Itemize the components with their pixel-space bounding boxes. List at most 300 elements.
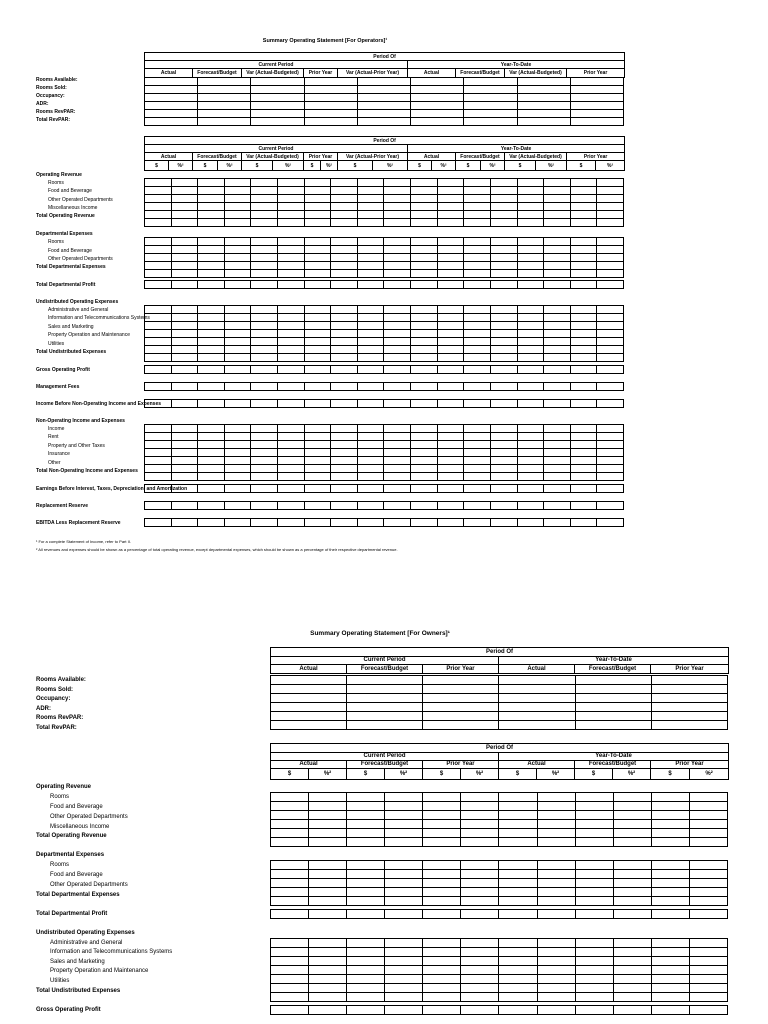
grid-cell — [464, 465, 491, 473]
grid-cell — [278, 383, 305, 391]
owners-main-header — [270, 743, 729, 780]
dollar-unit: $ — [499, 769, 537, 780]
current-period-label: Current Period — [271, 753, 499, 761]
grid-cell — [689, 939, 727, 948]
grid-cell — [347, 975, 385, 984]
col-header: Var (Actual-Prior Year) — [338, 69, 408, 78]
grid-cell — [437, 465, 464, 473]
grid-cell — [689, 811, 727, 820]
grid-cell — [357, 330, 384, 338]
grid-cell — [461, 829, 499, 838]
line-item: Property and Other Taxes — [48, 443, 105, 449]
grid-cell — [411, 354, 438, 362]
grid-cell — [423, 703, 499, 712]
grid-cell — [464, 187, 491, 195]
grid-cell — [331, 219, 358, 227]
grid-cell — [437, 457, 464, 465]
grid-cell — [490, 254, 517, 262]
grid-cell — [384, 330, 411, 338]
col-header: Forecast/Budget — [575, 665, 651, 674]
grid-row — [271, 694, 728, 703]
grid-cell — [499, 676, 575, 685]
stat-label: Rooms RevPAR: — [36, 109, 76, 115]
grid-cell — [278, 187, 305, 195]
grid-cell — [145, 383, 172, 391]
grid-cell — [613, 820, 651, 829]
grid-cell — [224, 338, 251, 346]
grid-cell — [271, 820, 309, 829]
grid-cell — [357, 502, 384, 510]
grid-cell — [464, 94, 517, 102]
grid-cell — [575, 870, 613, 879]
line-item: Information and Telecommunications Systems — [50, 949, 173, 955]
grid-cell — [171, 473, 198, 481]
grid-cell — [575, 802, 613, 811]
grid-cell — [651, 861, 689, 870]
grid-cell — [411, 338, 438, 346]
grid-cell — [251, 519, 278, 527]
grid-cell — [385, 1006, 423, 1015]
percent-unit: %² — [309, 769, 347, 780]
grid-cell — [357, 354, 384, 362]
grid-row — [145, 306, 624, 314]
grid-cell — [613, 966, 651, 975]
grid-cell — [423, 1006, 461, 1015]
grid-cell — [309, 793, 347, 802]
line-item: Food and Beverage — [50, 804, 103, 810]
grid-cell — [689, 879, 727, 888]
grid-cell — [651, 1006, 689, 1015]
grid-cell — [517, 465, 544, 473]
line-item: Other Operated Departments — [48, 256, 113, 262]
grid-cell — [597, 441, 624, 449]
grid-cell — [464, 519, 491, 527]
grid-cell — [517, 346, 544, 354]
section-heading: Departmental Expenses — [36, 231, 93, 237]
grid-cell — [689, 975, 727, 984]
grid-cell — [570, 94, 623, 102]
grid-row — [271, 676, 728, 685]
grid-cell — [651, 685, 727, 694]
grid-cell — [304, 465, 331, 473]
grid-cell — [490, 465, 517, 473]
grid-cell — [517, 441, 544, 449]
grid-cell — [575, 984, 613, 993]
grid-cell — [461, 811, 499, 820]
percent-unit: %² — [461, 769, 499, 780]
col-header: Prior Year — [567, 69, 625, 78]
grid-cell — [597, 383, 624, 391]
grid-cell — [517, 473, 544, 481]
grid-cell — [689, 897, 727, 906]
grid-cell — [651, 879, 689, 888]
grid-cell — [597, 366, 624, 374]
grid-cell — [331, 179, 358, 187]
grid-cell — [331, 314, 358, 322]
owners-grid — [270, 1005, 728, 1015]
operators-grid — [144, 280, 624, 289]
total-label: Total Non-Operating Income and Expenses — [36, 468, 138, 474]
operators-grid — [144, 484, 624, 493]
grid-cell — [423, 838, 461, 847]
grid-cell — [597, 485, 624, 493]
grid-row — [271, 975, 728, 984]
grid-cell — [537, 948, 575, 957]
grid-cell — [278, 366, 305, 374]
grid-cell — [423, 861, 461, 870]
grid-cell — [613, 802, 651, 811]
grid-cell — [224, 519, 251, 527]
grid-cell — [411, 502, 438, 510]
grid-cell — [198, 211, 225, 219]
grid-cell — [224, 383, 251, 391]
grid-cell — [464, 306, 491, 314]
grid-cell — [385, 910, 423, 919]
grid-cell — [357, 94, 410, 102]
grid-cell — [570, 519, 597, 527]
grid-row — [271, 838, 728, 847]
percent-unit: %² — [536, 161, 567, 171]
grid-cell — [145, 457, 172, 465]
operators-grid — [144, 365, 624, 374]
grid-cell — [597, 322, 624, 330]
grid-cell — [423, 966, 461, 975]
grid-cell — [570, 262, 597, 270]
dollar-unit: $ — [304, 161, 321, 171]
grid-cell — [347, 888, 385, 897]
grid-cell — [385, 793, 423, 802]
grid-cell — [171, 254, 198, 262]
grid-cell — [461, 910, 499, 919]
grid-cell — [309, 811, 347, 820]
year-to-date-label: Year-To-Date — [499, 657, 729, 665]
grid-cell — [464, 338, 491, 346]
grid-row — [145, 338, 624, 346]
grid-cell — [544, 400, 571, 408]
grid-cell — [411, 254, 438, 262]
grid-cell — [570, 322, 597, 330]
grid-cell — [517, 78, 570, 86]
grid-cell — [570, 457, 597, 465]
grid-cell — [517, 502, 544, 510]
grid-cell — [251, 110, 304, 118]
grid-cell — [271, 676, 347, 685]
operators-grid — [144, 501, 624, 510]
grid-cell — [490, 485, 517, 493]
grid-cell — [613, 1006, 651, 1015]
grid-cell — [437, 441, 464, 449]
grid-cell — [613, 993, 651, 1002]
col-header: Prior Year — [651, 761, 729, 769]
dollar-unit: $ — [271, 769, 309, 780]
grid-cell — [570, 78, 623, 86]
grid-cell — [145, 262, 172, 270]
grid-row — [271, 888, 728, 897]
grid-cell — [411, 110, 464, 118]
grid-cell — [309, 1006, 347, 1015]
grid-cell — [357, 314, 384, 322]
grid-cell — [271, 829, 309, 838]
grid-cell — [304, 366, 331, 374]
unit-row — [145, 161, 625, 171]
grid-cell — [145, 441, 172, 449]
grid-cell — [304, 330, 331, 338]
col-header: Forecast/Budget — [347, 665, 423, 674]
grid-cell — [145, 306, 172, 314]
grid-cell — [423, 694, 499, 703]
dollar-unit: $ — [145, 161, 169, 171]
grid-cell — [423, 948, 461, 957]
grid-cell — [597, 219, 624, 227]
grid-cell — [437, 314, 464, 322]
stat-label: Total RevPAR: — [36, 117, 70, 123]
grid-cell — [357, 306, 384, 314]
grid-cell — [464, 78, 517, 86]
grid-row — [271, 829, 728, 838]
grid-cell — [271, 957, 309, 966]
grid-row — [145, 449, 624, 457]
grid-cell — [544, 383, 571, 391]
grid-cell — [385, 802, 423, 811]
grid-cell — [517, 433, 544, 441]
grid-cell — [597, 449, 624, 457]
grid-cell — [597, 203, 624, 211]
grid-row — [145, 502, 624, 510]
line-item: Food and Beverage — [50, 872, 103, 878]
grid-cell — [278, 246, 305, 254]
col-header: Actual — [499, 665, 575, 674]
grid-cell — [278, 262, 305, 270]
grid-cell — [357, 425, 384, 433]
grid-cell — [570, 425, 597, 433]
grid-cell — [490, 179, 517, 187]
grid-cell — [411, 238, 438, 246]
grid-cell — [490, 219, 517, 227]
grid-row — [145, 254, 624, 262]
grid-cell — [385, 897, 423, 906]
grid-row — [145, 246, 624, 254]
col-header: Actual — [145, 69, 193, 78]
grid-cell — [544, 330, 571, 338]
operators-main-header — [144, 136, 625, 171]
grid-cell — [304, 238, 331, 246]
grid-cell — [437, 485, 464, 493]
grid-cell — [385, 870, 423, 879]
percent-unit: %² — [321, 161, 338, 171]
grid-cell — [385, 879, 423, 888]
grid-cell — [331, 433, 358, 441]
grid-row — [271, 703, 728, 712]
grid-cell — [251, 441, 278, 449]
grid-cell — [411, 94, 464, 102]
grid-cell — [464, 270, 491, 278]
grid-row — [271, 966, 728, 975]
grid-cell — [251, 270, 278, 278]
grid-cell — [145, 281, 172, 289]
grid-cell — [537, 939, 575, 948]
grid-cell — [570, 465, 597, 473]
grid-cell — [544, 262, 571, 270]
grid-cell — [304, 383, 331, 391]
grid-row — [145, 102, 624, 110]
grid-cell — [461, 802, 499, 811]
grid-cell — [171, 306, 198, 314]
grid-cell — [384, 306, 411, 314]
grid-cell — [651, 966, 689, 975]
grid-cell — [517, 254, 544, 262]
grid-cell — [251, 211, 278, 219]
grid-cell — [304, 118, 357, 126]
grid-cell — [490, 433, 517, 441]
grid-row — [145, 441, 624, 449]
grid-cell — [544, 211, 571, 219]
grid-cell — [464, 314, 491, 322]
period-of-label: Period Of — [145, 53, 625, 61]
grid-row — [271, 993, 728, 1002]
grid-cell — [357, 400, 384, 408]
grid-cell — [499, 838, 537, 847]
grid-cell — [224, 449, 251, 457]
grid-cell — [309, 984, 347, 993]
unit-row — [271, 769, 729, 780]
grid-cell — [251, 433, 278, 441]
grid-cell — [145, 94, 198, 102]
grid-cell — [437, 502, 464, 510]
grid-cell — [171, 330, 198, 338]
grid-cell — [597, 457, 624, 465]
stat-label: Rooms RevPAR: — [36, 715, 84, 721]
line-item: Other Operated Departments — [48, 197, 113, 203]
total-label: Total Departmental Profit — [36, 911, 108, 917]
grid-cell — [224, 179, 251, 187]
grid-cell — [384, 195, 411, 203]
grid-cell — [575, 975, 613, 984]
year-to-date-label: Year-To-Date — [499, 753, 729, 761]
grid-cell — [570, 433, 597, 441]
grid-cell — [613, 939, 651, 948]
grid-cell — [613, 879, 651, 888]
line-item: Sales and Marketing — [50, 959, 105, 965]
grid-cell — [517, 246, 544, 254]
grid-cell — [490, 270, 517, 278]
grid-cell — [517, 211, 544, 219]
grid-cell — [411, 346, 438, 354]
grid-cell — [309, 829, 347, 838]
grid-cell — [490, 203, 517, 211]
grid-cell — [309, 888, 347, 897]
grid-cell — [689, 820, 727, 829]
line-item: Other Operated Departments — [50, 882, 128, 888]
grid-cell — [198, 449, 225, 457]
stat-label: Rooms Available: — [36, 77, 78, 83]
grid-cell — [385, 984, 423, 993]
grid-cell — [357, 254, 384, 262]
col-header: Var (Actual-Budgeted) — [242, 153, 304, 161]
grid-row — [145, 465, 624, 473]
grid-cell — [251, 383, 278, 391]
grid-cell — [411, 383, 438, 391]
grid-cell — [331, 281, 358, 289]
grid-cell — [198, 314, 225, 322]
grid-cell — [198, 330, 225, 338]
grid-cell — [309, 861, 347, 870]
grid-cell — [331, 425, 358, 433]
grid-cell — [613, 793, 651, 802]
grid-cell — [689, 957, 727, 966]
grid-cell — [357, 195, 384, 203]
grid-cell — [651, 984, 689, 993]
grid-cell — [357, 102, 410, 110]
grid-cell — [271, 694, 347, 703]
grid-cell — [271, 888, 309, 897]
grid-cell — [171, 502, 198, 510]
grid-cell — [224, 281, 251, 289]
grid-cell — [651, 888, 689, 897]
grid-cell — [411, 330, 438, 338]
grid-cell — [544, 338, 571, 346]
grid-cell — [251, 449, 278, 457]
grid-cell — [145, 203, 172, 211]
grid-cell — [304, 102, 357, 110]
grid-cell — [537, 984, 575, 993]
grid-cell — [347, 993, 385, 1002]
grid-cell — [597, 195, 624, 203]
section-heading: Undistributed Operating Expenses — [36, 930, 135, 936]
grid-cell — [461, 820, 499, 829]
grid-cell — [570, 203, 597, 211]
grid-cell — [597, 338, 624, 346]
line-item: Administrative and General — [48, 307, 109, 313]
grid-cell — [198, 254, 225, 262]
grid-cell — [423, 676, 499, 685]
grid-cell — [411, 102, 464, 110]
grid-cell — [570, 330, 597, 338]
line-item: Property Operation and Maintenance — [50, 968, 149, 974]
grid-cell — [517, 102, 570, 110]
grid-cell — [544, 346, 571, 354]
total-label: Total Operating Revenue — [36, 213, 95, 219]
grid-cell — [304, 86, 357, 94]
grid-cell — [544, 270, 571, 278]
grid-cell — [499, 793, 537, 802]
grid-cell — [357, 473, 384, 481]
grid-cell — [331, 338, 358, 346]
grid-cell — [357, 433, 384, 441]
grid-cell — [570, 354, 597, 362]
grid-cell — [331, 262, 358, 270]
grid-cell — [384, 354, 411, 362]
grid-cell — [411, 179, 438, 187]
grid-cell — [575, 685, 651, 694]
grid-cell — [517, 203, 544, 211]
grid-cell — [331, 441, 358, 449]
grid-cell — [171, 281, 198, 289]
grid-cell — [461, 897, 499, 906]
grid-cell — [145, 211, 172, 219]
col-header: Actual — [408, 153, 456, 161]
grid-cell — [490, 346, 517, 354]
grid-cell — [499, 802, 537, 811]
grid-cell — [304, 195, 331, 203]
grid-cell — [490, 502, 517, 510]
grid-cell — [544, 281, 571, 289]
grid-row — [271, 811, 728, 820]
grid-cell — [464, 254, 491, 262]
grid-cell — [411, 400, 438, 408]
grid-cell — [570, 102, 623, 110]
grid-cell — [251, 314, 278, 322]
stat-label: Rooms Sold: — [36, 85, 67, 91]
